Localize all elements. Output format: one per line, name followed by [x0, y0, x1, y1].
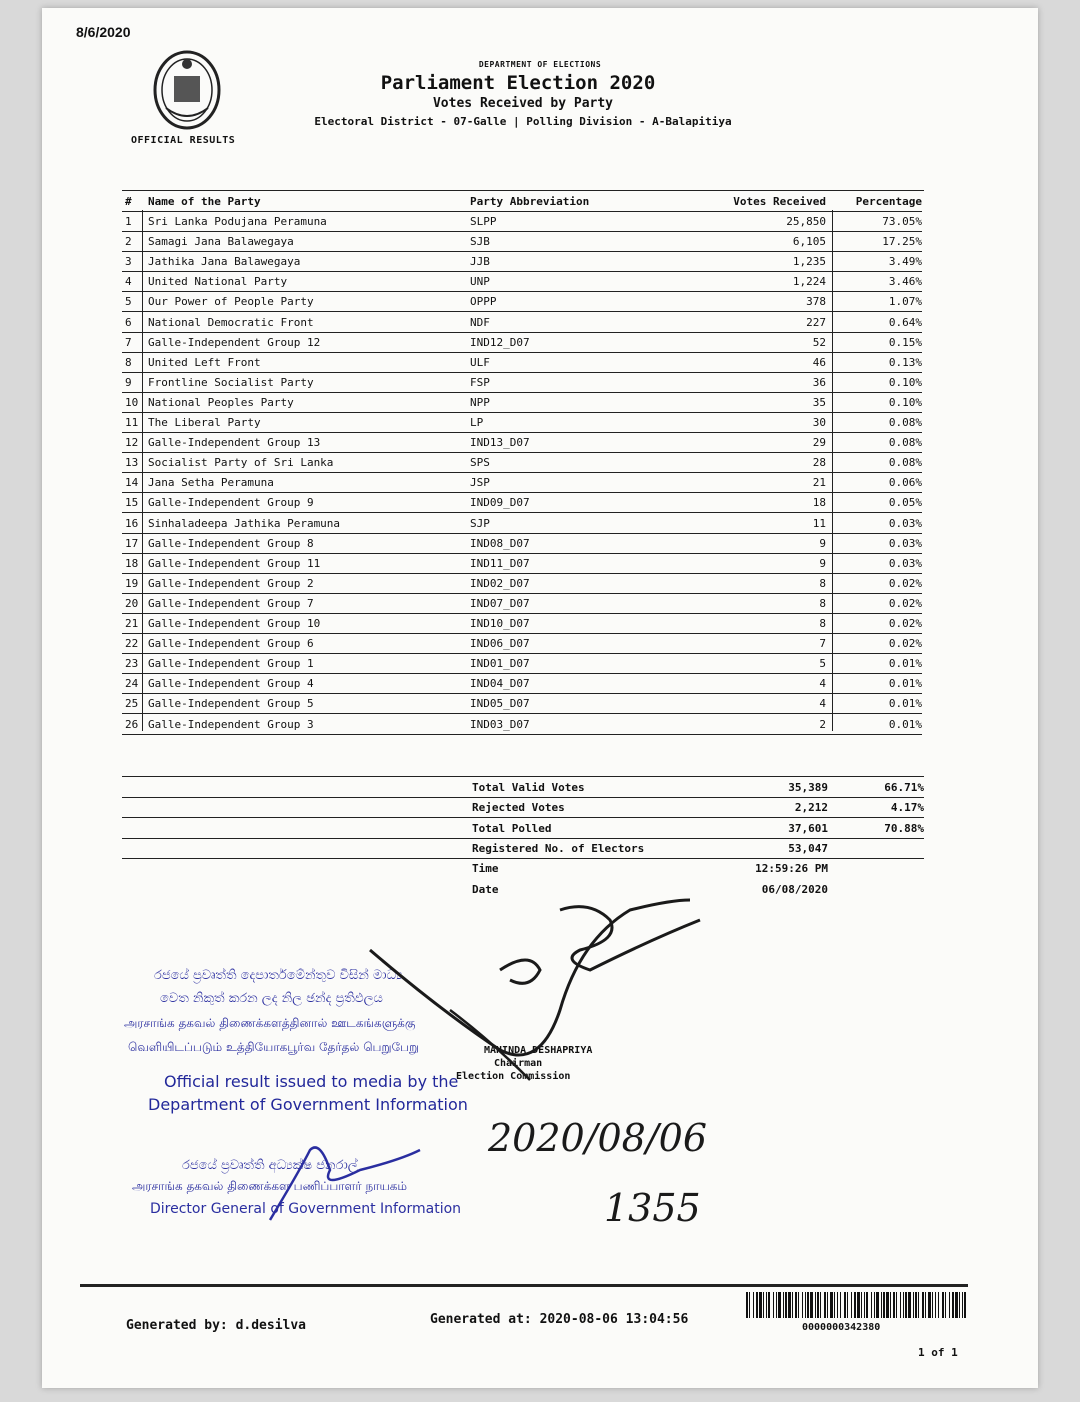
cell-num: 11 — [125, 416, 139, 429]
cell-pct: 0.03% — [888, 556, 922, 570]
cell-abbr: LP — [470, 416, 484, 429]
cell-abbr: IND10_D07 — [470, 617, 530, 630]
cell-abbr: SJB — [470, 235, 490, 249]
cell-name: Galle-Independent Group 1 — [148, 657, 314, 671]
cell-votes: 7 — [819, 637, 826, 651]
cell-num: 13 — [125, 456, 139, 470]
cell-name: United National Party — [148, 275, 288, 289]
barcode — [746, 1292, 968, 1318]
cell-pct: 3.49% — [888, 255, 922, 269]
summary-label: Date — [472, 882, 499, 896]
cell-abbr: IND12_D07 — [470, 335, 530, 349]
cell-abbr: OPPP — [470, 295, 497, 309]
generated-at: Generated at: 2020-08-06 13:04:56 — [430, 1312, 689, 1327]
cell-votes: 18 — [812, 496, 826, 510]
cell-votes: 378 — [806, 295, 826, 309]
cell-votes: 4 — [819, 677, 826, 691]
cell-votes: 8 — [819, 617, 826, 630]
cell-name: Sinhaladeepa Jathika Peramuna — [148, 516, 341, 530]
cell-abbr: IND05_D07 — [470, 697, 530, 711]
cell-abbr: IND06_D07 — [470, 637, 530, 651]
handwritten-time: 1355 — [604, 1186, 701, 1230]
cell-name: Jana Setha Peramuna — [148, 476, 274, 490]
cell-num: 24 — [125, 677, 139, 691]
department-name: DEPARTMENT OF ELECTIONS — [478, 60, 602, 69]
table-row — [122, 412, 922, 433]
table-row — [122, 231, 922, 252]
cell-num: 1 — [125, 215, 132, 228]
cell-name: National Peoples Party — [148, 395, 294, 409]
cell-votes: 21 — [812, 476, 826, 490]
cell-abbr: IND07_D07 — [470, 596, 530, 610]
cell-votes: 9 — [819, 536, 826, 550]
table-row — [122, 613, 922, 634]
cell-votes: 9 — [819, 556, 826, 570]
cell-pct: 0.02% — [888, 596, 922, 610]
cell-votes: 1,235 — [792, 255, 826, 269]
cell-abbr: IND03_D07 — [470, 717, 530, 731]
cell-num: 25 — [125, 697, 139, 711]
summary-label: Time — [472, 862, 499, 876]
cell-abbr: JSP — [470, 476, 490, 490]
cell-pct: 0.10% — [888, 375, 922, 389]
summary-row — [122, 797, 924, 818]
stamp-english-line-1: Official result issued to media by the — [164, 1072, 459, 1091]
cell-num: 16 — [125, 516, 139, 530]
cell-pct: 73.05% — [882, 215, 922, 228]
table-row — [122, 291, 922, 312]
cell-abbr: IND02_D07 — [470, 576, 530, 590]
table-row — [122, 553, 922, 574]
stamp-sinhala-line-1: රජයේ ප්‍රවෘත්ති දෙපාර්තමේන්තුව විසින් මාධ්‍ය — [154, 968, 403, 983]
cell-votes: 1,224 — [792, 275, 826, 289]
cell-num: 12 — [125, 436, 139, 450]
stamp-sinhala-line-2: වෙත නිකුත් කරන ලද නිල ඡන්ද ප්‍රතිඵලය — [160, 991, 383, 1006]
cell-name: Galle-Independent Group 10 — [148, 617, 321, 630]
cell-name: Galle-Independent Group 9 — [148, 496, 314, 510]
header-name: Name of the Party — [148, 195, 261, 208]
cell-pct: 3.46% — [888, 275, 922, 289]
cell-pct: 0.03% — [888, 536, 922, 550]
header-num: # — [125, 195, 132, 208]
cell-num: 10 — [125, 395, 139, 409]
cell-pct: 0.01% — [888, 717, 922, 731]
cell-num: 7 — [125, 335, 132, 349]
cell-num: 9 — [125, 375, 132, 389]
chairman-name: MAHINDA DESHAPRIYA — [484, 1045, 593, 1056]
cell-pct: 0.13% — [888, 355, 922, 369]
cell-pct: 0.10% — [888, 395, 922, 409]
cell-num: 5 — [125, 295, 132, 309]
cell-name: Galle-Independent Group 11 — [148, 556, 321, 570]
table-row — [122, 211, 922, 232]
cell-num: 6 — [125, 315, 132, 329]
header-votes: Votes Received — [733, 195, 826, 208]
cell-votes: 2 — [819, 717, 826, 731]
table-row — [122, 633, 922, 654]
cell-votes: 28 — [812, 456, 826, 470]
cell-num: 15 — [125, 496, 139, 510]
cell-pct: 0.03% — [888, 516, 922, 530]
cell-pct: 0.15% — [888, 335, 922, 349]
table-row — [122, 533, 922, 554]
table-row — [122, 332, 922, 353]
table-row — [122, 693, 922, 714]
table-row — [122, 593, 922, 614]
cell-name: Galle-Independent Group 4 — [148, 677, 314, 691]
table-row — [122, 573, 922, 594]
table-row — [122, 653, 922, 674]
table-row — [122, 271, 922, 292]
stamp-tamil-line-3: அரசாங்க தகவல் திணைக்கள பணிப்பாளர் நாயகம் — [132, 1179, 408, 1193]
cell-name: Galle-Independent Group 13 — [148, 436, 321, 450]
cell-abbr: ULF — [470, 355, 490, 369]
cell-votes: 8 — [819, 576, 826, 590]
cell-num: 20 — [125, 596, 139, 610]
cell-pct: 0.06% — [888, 476, 922, 490]
summary-value: 2,212 — [794, 801, 828, 815]
stamp-english-line-2: Department of Government Information — [148, 1095, 468, 1114]
cell-num: 18 — [125, 556, 139, 570]
cell-votes: 35 — [812, 395, 826, 409]
table-row — [122, 492, 922, 513]
cell-name: Our Power of People Party — [148, 295, 314, 309]
cell-name: United Left Front — [148, 355, 261, 369]
cell-abbr: IND13_D07 — [470, 436, 530, 450]
cell-num: 17 — [125, 536, 139, 550]
cell-name: Socialist Party of Sri Lanka — [148, 456, 334, 470]
handwritten-date: 2020/08/06 — [488, 1116, 708, 1160]
summary-pct: 66.71% — [884, 781, 924, 794]
official-results-label: OFFICIAL RESULTS — [131, 135, 236, 146]
summary-value: 35,389 — [788, 781, 828, 794]
chairman-role: Chairman — [494, 1058, 543, 1069]
cell-num: 19 — [125, 576, 139, 590]
cell-num: 2 — [125, 235, 132, 249]
cell-name: Galle-Independent Group 2 — [148, 576, 314, 590]
cell-votes: 36 — [812, 375, 826, 389]
page-count: 1 of 1 — [918, 1346, 958, 1359]
barcode-number: 0000000342380 — [802, 1322, 881, 1333]
cell-abbr: UNP — [470, 275, 490, 289]
cell-pct: 0.08% — [888, 416, 922, 429]
table-row — [122, 513, 922, 534]
cell-abbr: SPS — [470, 456, 490, 470]
summary-pct: 70.88% — [884, 821, 924, 835]
cell-pct: 0.05% — [888, 496, 922, 510]
page-title: Parliament Election 2020 — [380, 72, 656, 94]
cell-abbr: IND08_D07 — [470, 536, 530, 550]
corner-date: 8/6/2020 — [76, 24, 131, 40]
table-row — [122, 352, 922, 373]
cell-votes: 46 — [812, 355, 826, 369]
cell-pct: 0.02% — [888, 576, 922, 590]
header-pct: Percentage — [855, 195, 922, 208]
stamp-tamil-line-1: அரசாங்க தகவல் திணைக்களத்தினால் ஊடகங்களுக்கு — [124, 1016, 416, 1030]
summary-row — [122, 838, 924, 859]
cell-name: Galle-Independent Group 7 — [148, 596, 314, 610]
cell-abbr: NDF — [470, 315, 490, 329]
generated-by: Generated by: d.desilva — [126, 1318, 307, 1333]
page-subtitle: Votes Received by Party — [432, 96, 613, 111]
table-row — [122, 452, 922, 473]
cell-votes: 52 — [812, 335, 826, 349]
cell-votes: 29 — [812, 436, 826, 450]
summary-value: 37,601 — [788, 821, 828, 835]
cell-votes: 11 — [812, 516, 826, 530]
summary-label: Total Valid Votes — [472, 781, 585, 794]
cell-name: Frontline Socialist Party — [148, 375, 314, 389]
table-row — [122, 432, 922, 453]
summary-row — [122, 818, 924, 839]
table-header — [122, 191, 922, 212]
cell-pct: 0.01% — [888, 697, 922, 711]
cell-abbr: JJB — [470, 255, 490, 269]
cell-votes: 5 — [819, 657, 826, 671]
cell-pct: 17.25% — [882, 235, 922, 249]
stamp-tamil-line-2: வெளியிடப்படும் உத்தியோகபூர்வ தேர்தல் பெறுபேறு — [128, 1040, 419, 1054]
cell-votes: 4 — [819, 697, 826, 711]
cell-pct: 0.01% — [888, 657, 922, 671]
stamp-sinhala-line-3: රජයේ ප්‍රවෘත්ති අධ්‍යක්ෂ ජනරාල් — [182, 1158, 358, 1173]
cell-name: Jathika Jana Balawegaya — [148, 255, 301, 269]
summary-row — [122, 858, 924, 878]
table-row — [122, 673, 922, 694]
cell-abbr: SLPP — [470, 215, 497, 228]
summary-label: Total Polled — [472, 821, 552, 835]
cell-abbr: IND09_D07 — [470, 496, 530, 510]
summary-label: Rejected Votes — [472, 801, 565, 815]
stamp-english-line-3: Director General of Government Information — [150, 1201, 462, 1217]
summary-pct: 4.17% — [890, 801, 924, 815]
cell-pct: 0.02% — [888, 617, 922, 630]
cell-abbr: FSP — [470, 375, 490, 389]
cell-num: 4 — [125, 275, 132, 289]
cell-abbr: IND11_D07 — [470, 556, 530, 570]
header-abbr: Party Abbreviation — [470, 195, 590, 208]
table-row — [122, 312, 922, 333]
cell-abbr: SJP — [470, 516, 490, 530]
cell-pct: 0.01% — [888, 677, 922, 691]
chairman-org: Election Commission — [456, 1071, 571, 1082]
cell-votes: 8 — [819, 596, 826, 610]
district-line: Electoral District - 07-Galle | Polling Division - A-Balapitiya — [314, 115, 732, 128]
summary-value: 06/08/2020 — [761, 882, 828, 896]
cell-abbr: NPP — [470, 395, 490, 409]
summary-value: 53,047 — [788, 841, 828, 855]
cell-num: 21 — [125, 617, 139, 630]
cell-votes: 227 — [806, 315, 826, 329]
cell-votes: 25,850 — [786, 215, 826, 228]
cell-pct: 0.08% — [888, 436, 922, 450]
summary-value: 12:59:26 PM — [755, 862, 828, 876]
table-row — [122, 392, 922, 413]
cell-pct: 0.08% — [888, 456, 922, 470]
cell-name: Galle-Independent Group 8 — [148, 536, 314, 550]
cell-abbr: IND04_D07 — [470, 677, 530, 691]
cell-name: Sri Lanka Podujana Peramuna — [148, 215, 327, 228]
cell-num: 3 — [125, 255, 132, 269]
cell-pct: 0.02% — [888, 637, 922, 651]
cell-pct: 1.07% — [888, 295, 922, 309]
cell-name: The Liberal Party — [148, 416, 261, 429]
cell-num: 23 — [125, 657, 139, 671]
cell-name: National Democratic Front — [148, 315, 314, 329]
cell-votes: 6,105 — [792, 235, 826, 249]
table-row — [122, 372, 922, 393]
cell-num: 22 — [125, 637, 139, 651]
summary-label: Registered No. of Electors — [472, 841, 645, 855]
cell-name: Galle-Independent Group 12 — [148, 335, 321, 349]
cell-num: 8 — [125, 355, 132, 369]
cell-num: 26 — [125, 717, 139, 731]
table-row — [122, 714, 922, 735]
cell-name: Galle-Independent Group 3 — [148, 717, 314, 731]
cell-name: Galle-Independent Group 5 — [148, 697, 314, 711]
table-row — [122, 251, 922, 272]
table-row — [122, 472, 922, 493]
cell-num: 14 — [125, 476, 139, 490]
cell-abbr: IND01_D07 — [470, 657, 530, 671]
cell-name: Galle-Independent Group 6 — [148, 637, 314, 651]
chairman-signature — [330, 880, 730, 1100]
cell-name: Samagi Jana Balawegaya — [148, 235, 294, 249]
cell-pct: 0.64% — [888, 315, 922, 329]
cell-votes: 30 — [812, 416, 826, 429]
director-signature — [240, 1130, 440, 1230]
summary-row — [122, 777, 924, 798]
